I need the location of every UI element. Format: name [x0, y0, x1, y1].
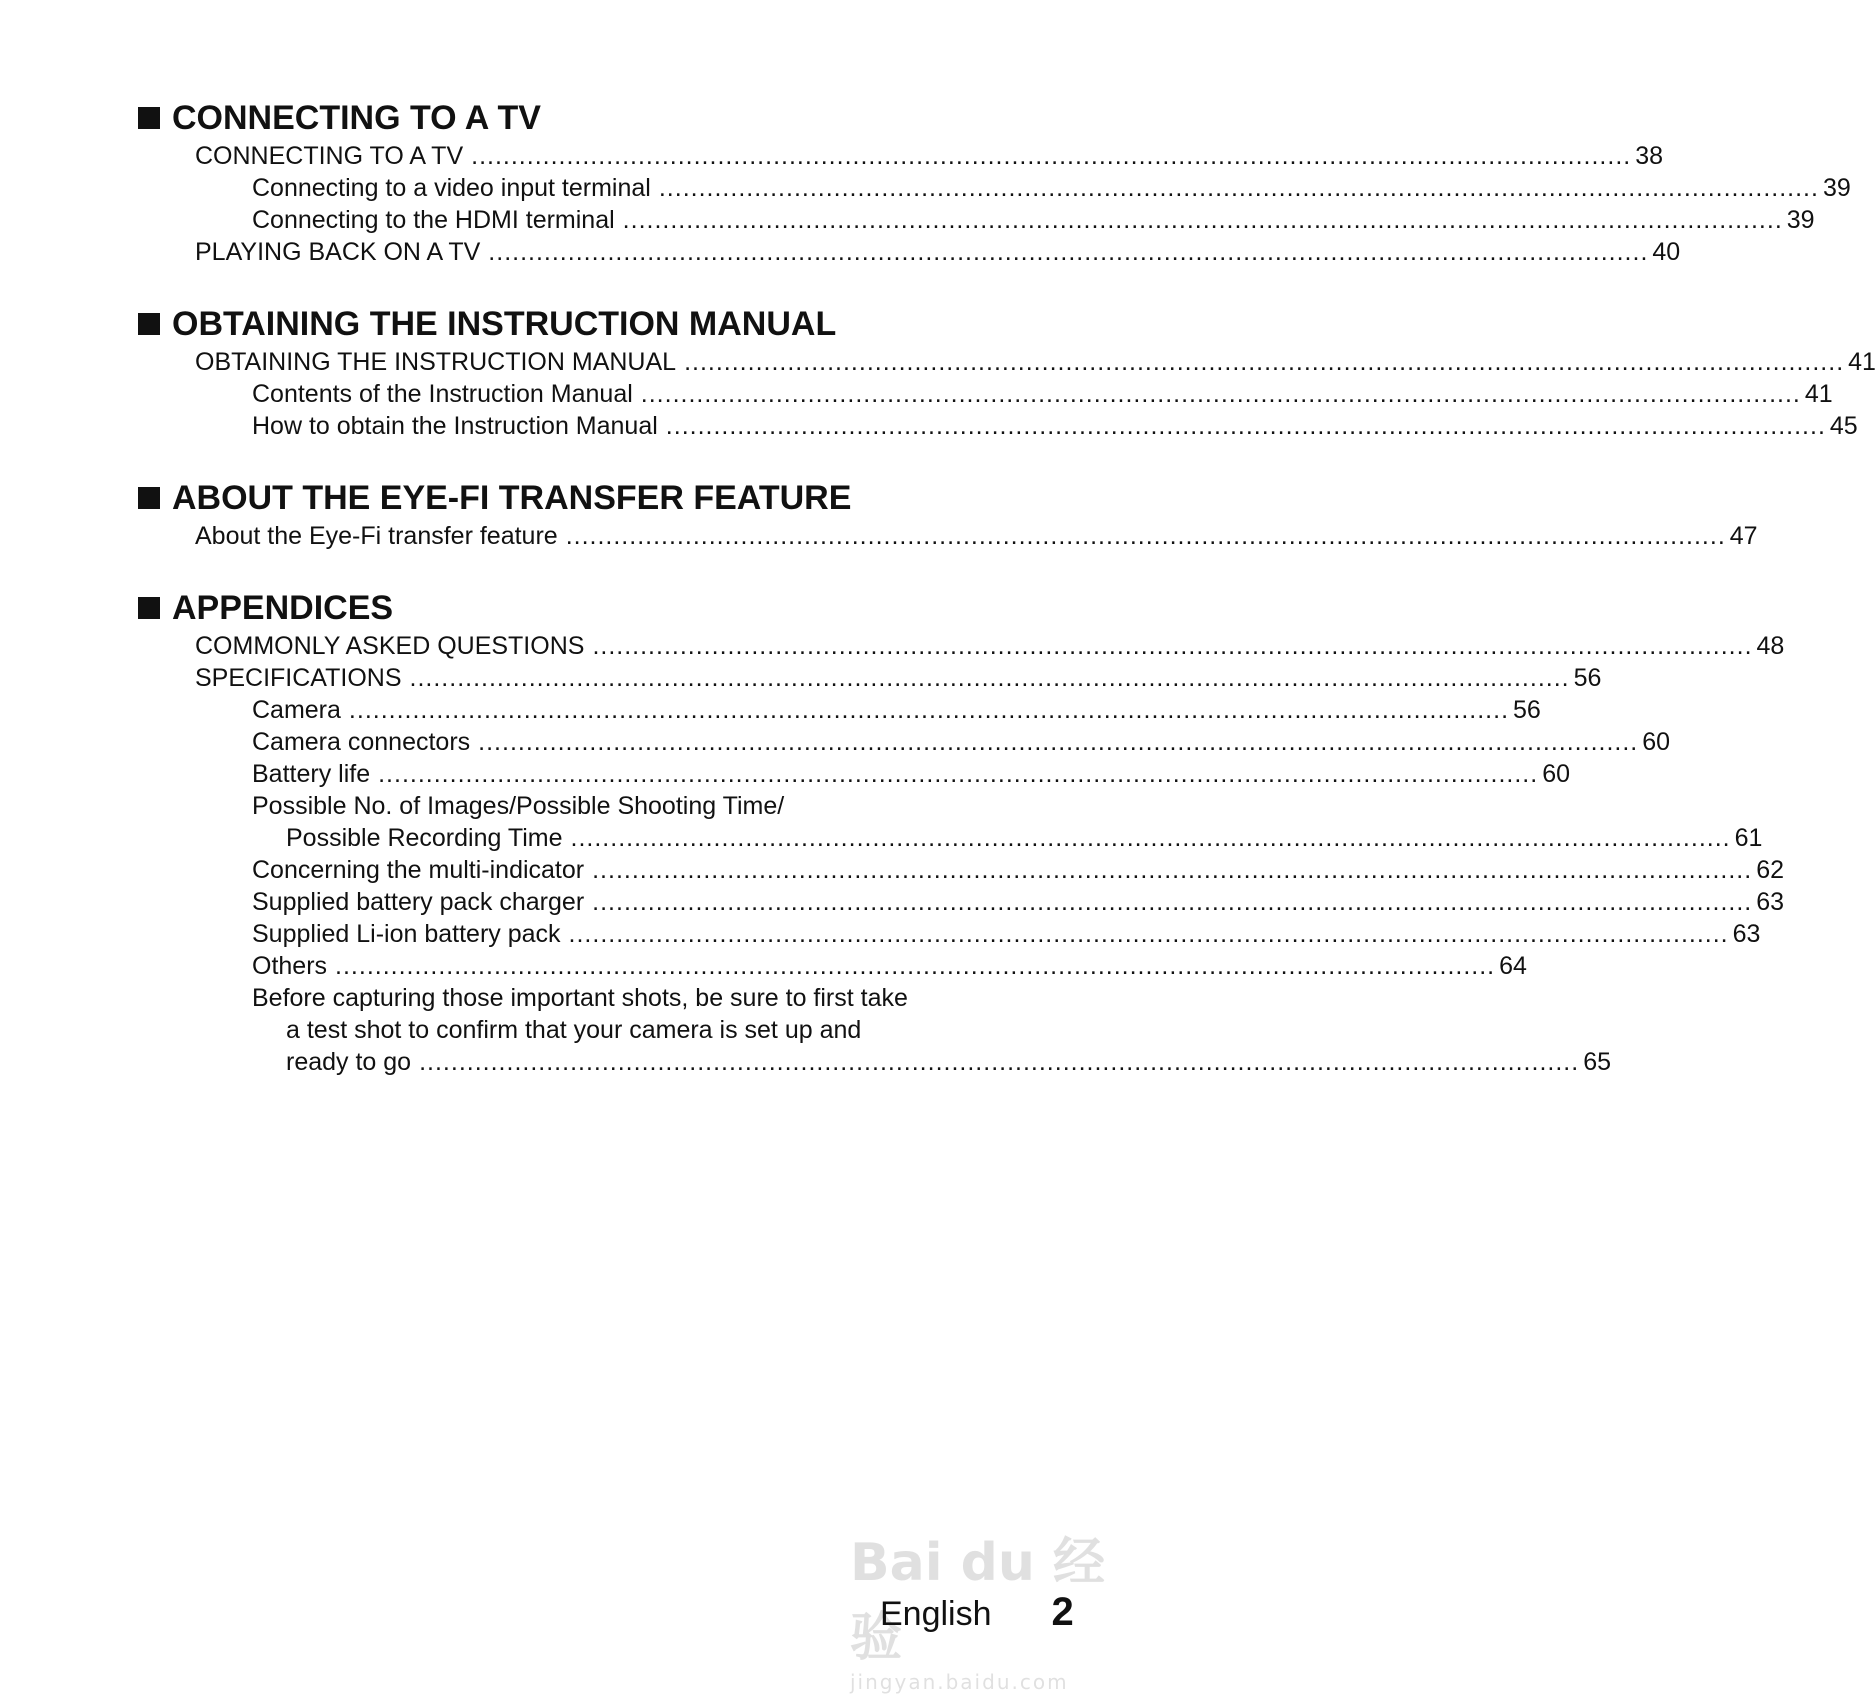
toc-entry[interactable]: About the Eye-Fi transfer feature .................................................................................................................................................. 47: [195, 522, 1758, 550]
page-number: 65: [1583, 1048, 1611, 1076]
toc-entry[interactable]: Camera .................................................................................................................................................. 56: [252, 696, 1541, 724]
page-number: 39: [1822, 174, 1851, 202]
dot-leader: ..................................................................................................................................................: [378, 760, 1539, 788]
dot-leader: ..................................................................................................................................................: [592, 856, 1753, 884]
page-number: 38: [1635, 142, 1664, 170]
page-number: 61: [1734, 824, 1763, 852]
page-number: 63: [1756, 888, 1785, 916]
toc-entry[interactable]: PLAYING BACK ON A TV .................................................................................................................................................. 40: [195, 238, 1681, 266]
dot-leader: ..................................................................................................................................................: [640, 380, 1801, 408]
dot-leader: ..................................................................................................................................................: [488, 238, 1649, 266]
toc-entry[interactable]: SPECIFICATIONS .................................................................................................................................................. 56: [195, 664, 1602, 692]
page-number: 47: [1729, 522, 1758, 550]
toc-entry[interactable]: How to obtain the Instruction Manual .................................................................................................................................................. 45: [252, 412, 1858, 440]
footer-page-number: 2: [1051, 1590, 1074, 1634]
square-bullet-icon: [138, 487, 160, 509]
toc-section-appendices: [138, 586, 1785, 1078]
watermark-url: jingyan.baidu.com: [850, 1670, 1069, 1694]
page-number: 60: [1642, 728, 1671, 756]
section-heading: APPENDICES: [138, 586, 1098, 630]
square-bullet-icon: [138, 597, 160, 619]
toc-entry-line[interactable]: Before capturing those important shots, be sure to first take: [252, 984, 908, 1012]
toc-entry[interactable]: Camera connectors .................................................................................................................................................. 60: [252, 728, 1671, 756]
section-heading: OBTAINING THE INSTRUCTION MANUAL: [138, 302, 1098, 346]
footer-language: English: [880, 1595, 992, 1633]
dot-leader: ..................................................................................................................................................: [478, 728, 1639, 756]
toc-entry[interactable]: COMMONLY ASKED QUESTIONS .................................................................................................................................................. 48: [195, 632, 1785, 660]
dot-leader: ..................................................................................................................................................: [565, 522, 1726, 550]
toc-entry[interactable]: CONNECTING TO A TV .................................................................................................................................................. 38: [195, 142, 1664, 170]
watermark-brand: Bai du 经验: [850, 1533, 1105, 1668]
dot-leader: ..................................................................................................................................................: [348, 696, 1510, 724]
dot-leader: ..................................................................................................................................................: [592, 888, 1753, 916]
dot-leader: ..................................................................................................................................................: [665, 412, 1826, 440]
section-heading: ABOUT THE EYE-FI TRANSFER FEATURE: [138, 476, 1098, 520]
section-heading: CONNECTING TO A TV: [138, 96, 1098, 140]
dot-leader: ..................................................................................................................................................: [409, 664, 1570, 692]
dot-leader: ..................................................................................................................................................: [568, 920, 1729, 948]
dot-leader: ..................................................................................................................................................: [419, 1048, 1580, 1076]
square-bullet-icon: [138, 313, 160, 335]
toc-entry[interactable]: Supplied battery pack charger .................................................................................................................................................. 63: [252, 888, 1785, 916]
page-number: 60: [1542, 760, 1571, 788]
toc-entry[interactable]: Supplied Li-ion battery pack .................................................................................................................................................. 63: [252, 920, 1761, 948]
dot-leader: ..................................................................................................................................................: [471, 142, 1632, 170]
page-number: 48: [1756, 632, 1785, 660]
toc-entry-line[interactable]: Possible No. of Images/Possible Shooting Time/: [252, 792, 785, 820]
dot-leader: ..................................................................................................................................................: [658, 174, 1819, 202]
page-footer: [880, 1590, 1074, 1635]
page-number: 56: [1513, 696, 1541, 724]
toc-entry[interactable]: OBTAINING THE INSTRUCTION MANUAL .................................................................................................................................................. 41: [195, 348, 1876, 376]
toc-entry[interactable]: Others .................................................................................................................................................. 64: [252, 952, 1527, 980]
toc-section-eye-fi: [138, 476, 1758, 552]
page-number: 39: [1786, 206, 1815, 234]
dot-leader: ..................................................................................................................................................: [570, 824, 1731, 852]
page-number: 40: [1652, 238, 1681, 266]
toc-entry[interactable]: ready to go .................................................................................................................................................. 65: [286, 1048, 1611, 1076]
dot-leader: ..................................................................................................................................................: [335, 952, 1496, 980]
toc-section-connecting-tv: [138, 96, 1851, 268]
toc-entry[interactable]: Connecting to the HDMI terminal .................................................................................................................................................. 39: [252, 206, 1815, 234]
page-number: 62: [1756, 856, 1785, 884]
toc-entry-line[interactable]: a test shot to confirm that your camera is set up and: [286, 1016, 862, 1044]
page-number: 41: [1848, 348, 1876, 376]
toc-entry[interactable]: Concerning the multi-indicator .................................................................................................................................................. 62: [252, 856, 1785, 884]
page-number: 41: [1804, 380, 1833, 408]
dot-leader: ..................................................................................................................................................: [684, 348, 1845, 376]
toc-entry[interactable]: Battery life .................................................................................................................................................. 60: [252, 760, 1571, 788]
page-number: 63: [1732, 920, 1761, 948]
toc-entry[interactable]: Connecting to a video input terminal .................................................................................................................................................. 39: [252, 174, 1851, 202]
toc-entry[interactable]: Possible Recording Time .................................................................................................................................................. 61: [286, 824, 1763, 852]
page-number: 56: [1573, 664, 1602, 692]
toc-section-instruction-manual: [138, 302, 1876, 442]
dot-leader: ..................................................................................................................................................: [622, 206, 1783, 234]
dot-leader: ..................................................................................................................................................: [592, 632, 1753, 660]
page-number: 64: [1499, 952, 1527, 980]
square-bullet-icon: [138, 107, 160, 129]
toc-entry[interactable]: Contents of the Instruction Manual .................................................................................................................................................. 41: [252, 380, 1833, 408]
page-number: 45: [1829, 412, 1858, 440]
